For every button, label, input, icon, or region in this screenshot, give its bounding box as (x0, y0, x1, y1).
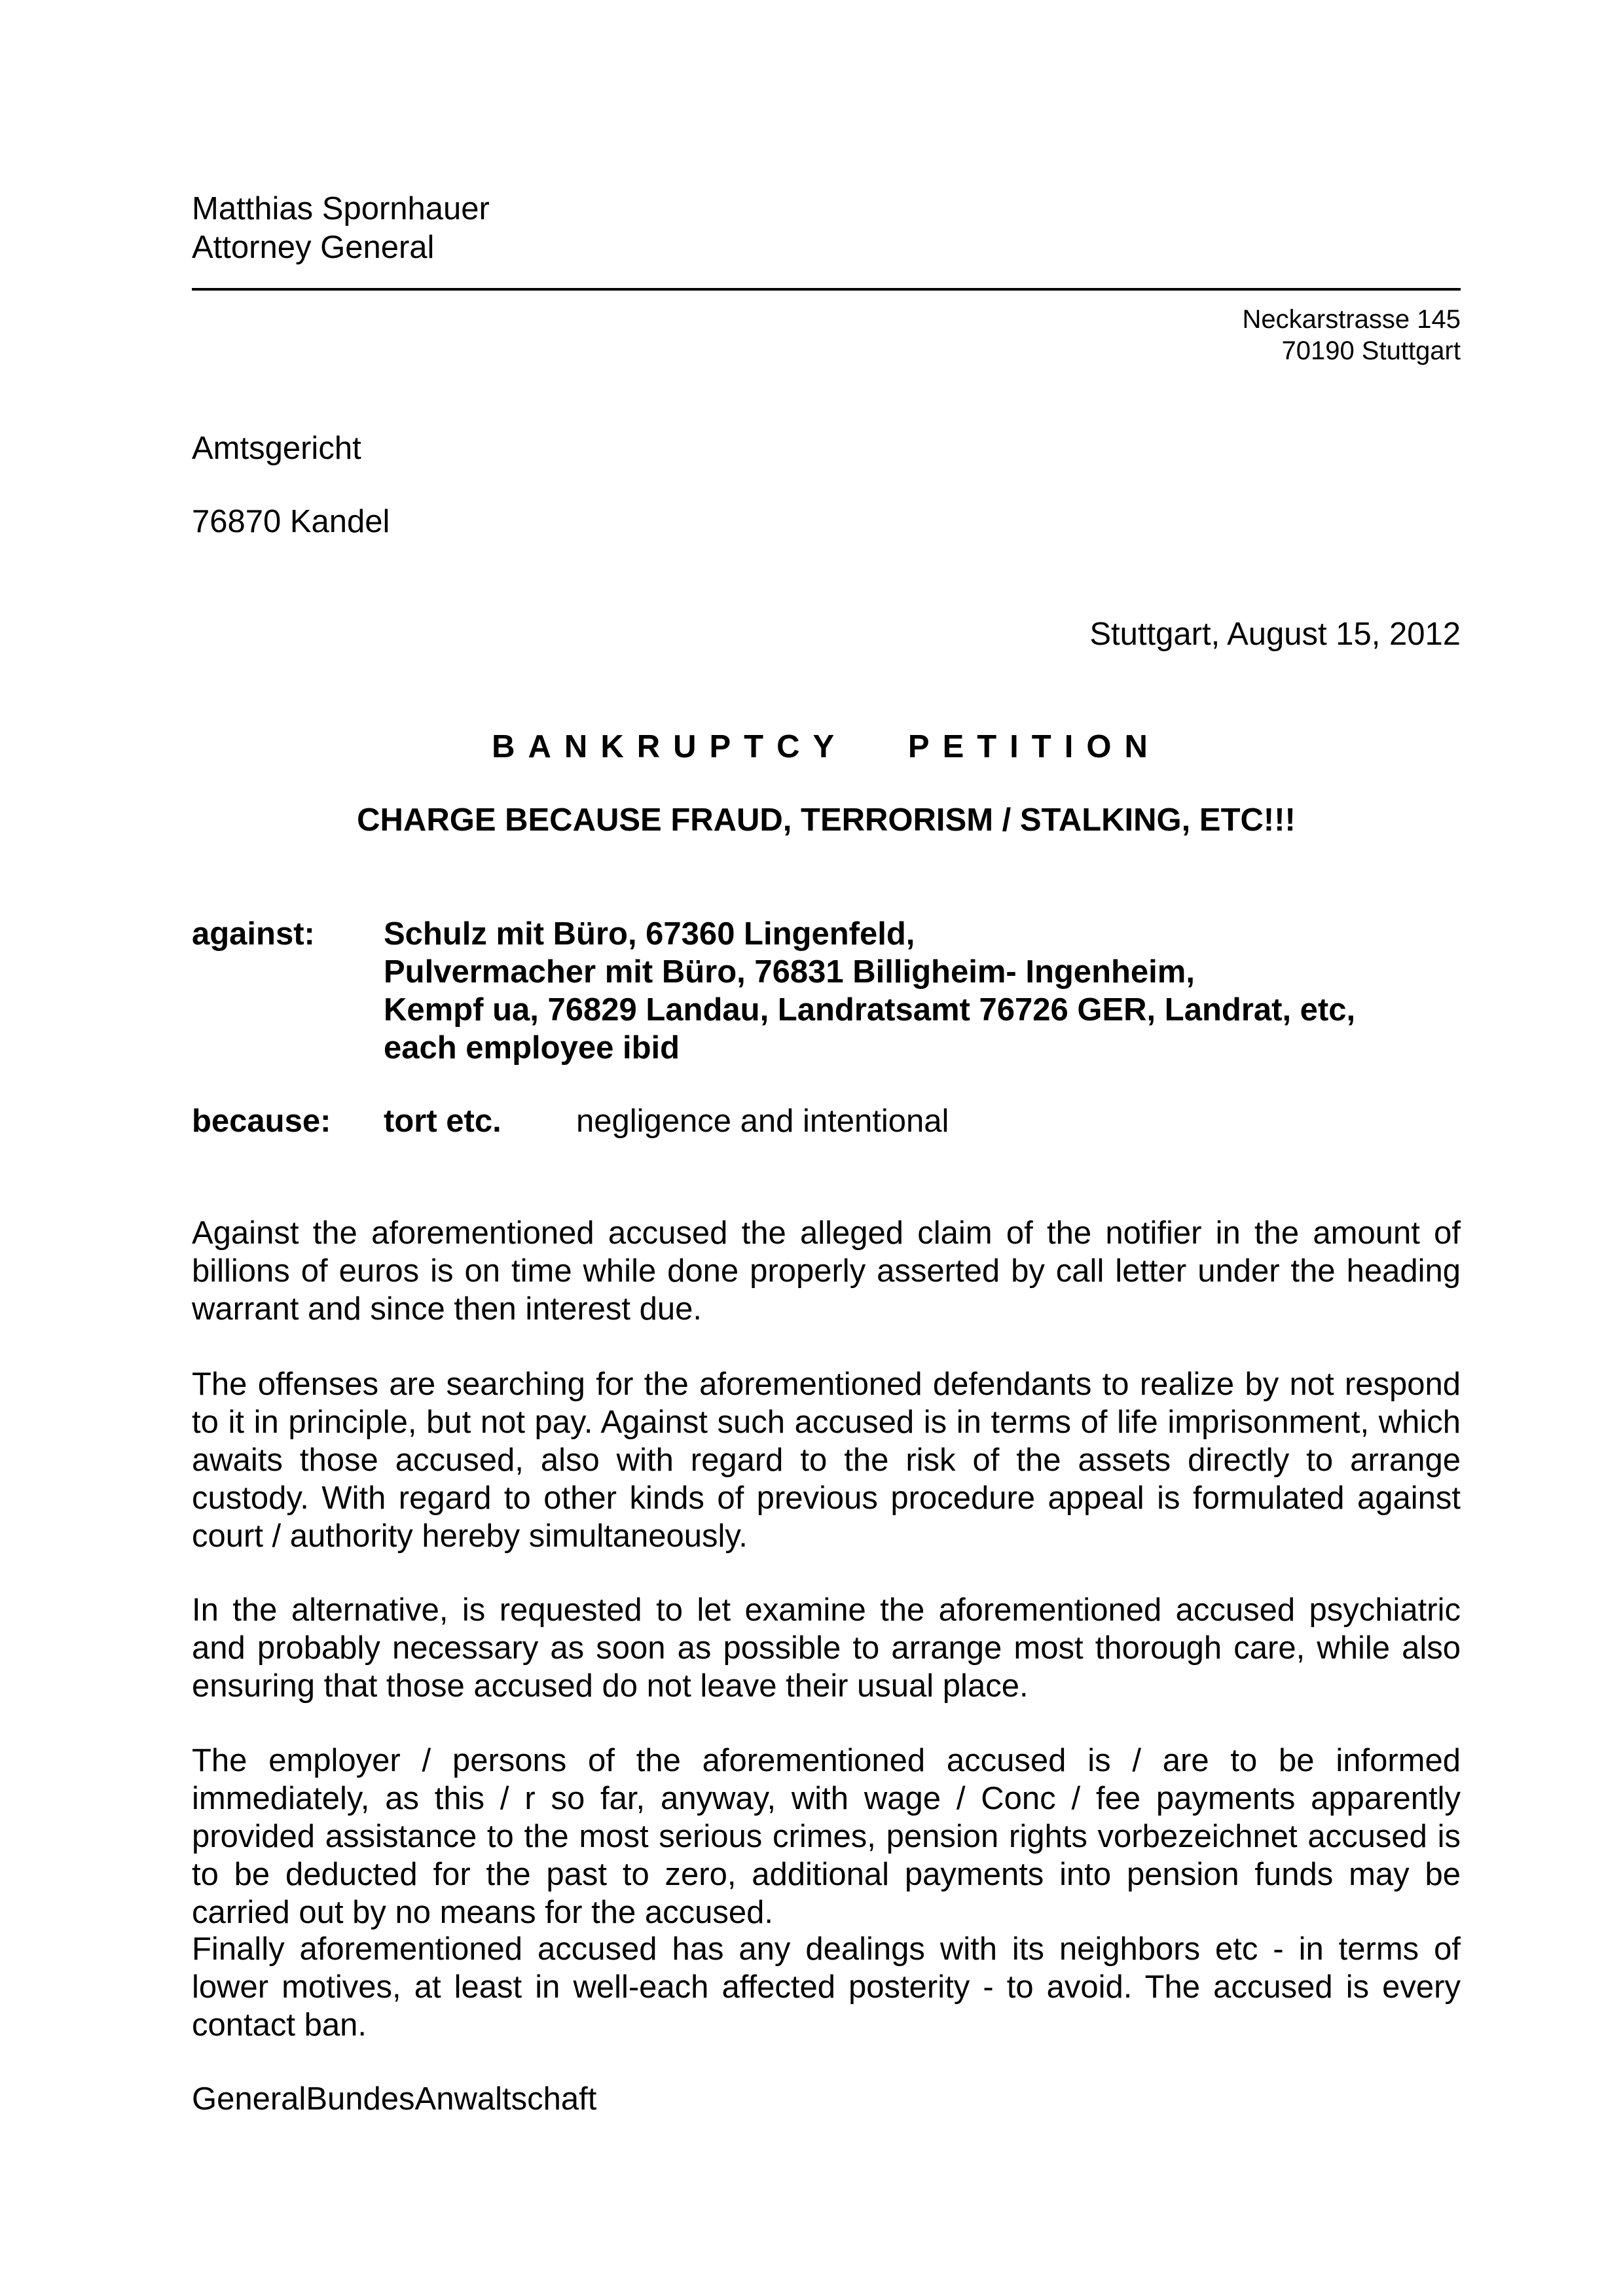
sender-name: Matthias Spornhauer (192, 191, 490, 226)
body-paragraph: Finally aforementioned accused has any dealings with its neighbors etc - in terms of lower motives, at least in well-each affected posterity - to avoid. The accused is every contact ban. (192, 1931, 1461, 2043)
because-label: because: (192, 1103, 331, 1139)
against-party-line: Schulz mit Büro, 67360 Lingenfeld, (384, 916, 915, 952)
against-party-line: Pulvermacher mit Büro, 76831 Billigheim- Ingenheim, (384, 954, 1195, 990)
because-reason: tort etc. (384, 1103, 501, 1139)
header-divider (192, 288, 1461, 291)
document-subtitle: CHARGE BECAUSE FRAUD, TERRORISM / STALKING, ETC!!! (357, 802, 1296, 838)
sender-title: Attorney General (192, 230, 435, 265)
sender-street: Neckarstrasse 145 (1242, 305, 1461, 334)
body-paragraph: The employer / persons of the aforementioned accused is / are to be informed immediately, as this / r so far, anyway, with wage / Conc / fee payments apparently provided assistance to the most serious crimes, pension rights vorbezeichnet accused is to be deducted for the past to zero, additional payments into pension funds may be carried out by no means for the accused. (192, 1743, 1461, 1930)
because-detail: negligence and intentional (576, 1103, 949, 1139)
letter-date: Stuttgart, August 15, 2012 (1089, 617, 1461, 652)
sender-city: 70190 Stuttgart (1281, 336, 1461, 365)
signature: GeneralBundesAnwaltschaft (192, 2081, 597, 2117)
against-parties (384, 915, 1355, 1067)
body-paragraph: The offenses are searching for the aforementioned defendants to realize by not respond to it in principle, but not pay. Against such accused is in terms of life imprisonment, which awaits those accused, also with regard to the risk of the assets directly to arrange custody. With regard to other kinds of previous procedure appeal is formulated against court / authority hereby simultaneously. (192, 1367, 1461, 1554)
against-label: against: (192, 916, 315, 952)
recipient-name: Amtsgericht (192, 431, 361, 466)
body-paragraph: Against the aforementioned accused the alleged claim of the notifier in the amount of billions of euros is on time while done properly asserted by call letter under the heading warrant and since then interest due. (192, 1215, 1461, 1327)
against-party-line: Kempf ua, 76829 Landau, Landratsamt 76726 GER, Landrat, etc, (384, 992, 1356, 1028)
recipient-city: 76870 Kandel (192, 504, 390, 539)
body-paragraph: In the alternative, is requested to let examine the aforementioned accused psychiatric and probably necessary as soon as possible to arrange most thorough care, while also ensuring that those accused do not leave their usual place. (192, 1592, 1461, 1704)
against-party-line: each employee ibid (384, 1030, 680, 1066)
document-title: BANKRUPTCY PETITION (492, 729, 1161, 764)
